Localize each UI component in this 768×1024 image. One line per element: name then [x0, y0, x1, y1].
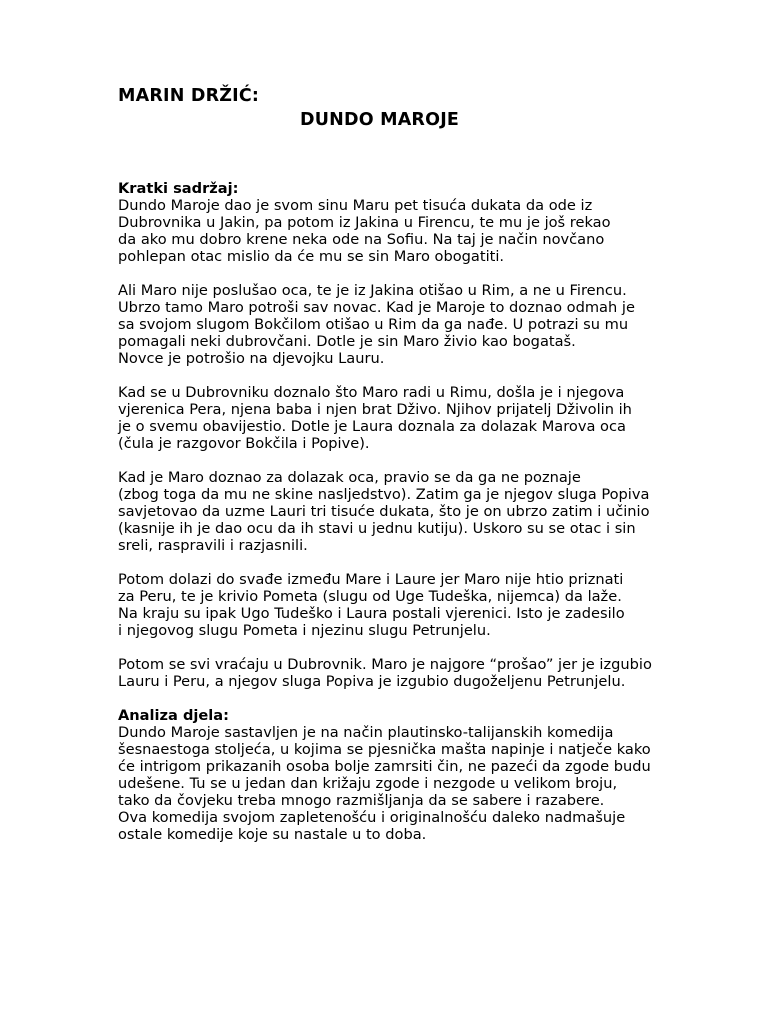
- analysis-heading: Analiza djela:: [118, 707, 229, 724]
- analysis-paragraph: [118, 724, 718, 843]
- text-line: (kasnije ih je dao ocu da ih stavi u jednu kutiju). Uskoro su se otac i sin: [118, 520, 636, 537]
- text-line: Ubrzo tamo Maro potroši sav novac. Kad je Maroje to doznao odmah je: [118, 299, 635, 316]
- text-line: Potom dolazi do svađe između Mare i Laure jer Maro nije htio priznati: [118, 571, 624, 588]
- text-line: Lauru i Peru, a njegov sluga Popiva je izgubio dugoželjenu Petrunjelu.: [118, 673, 626, 690]
- text-line: savjetovao da uzme Lauri tri tisuće dukata, što je on ubrzo zatim i učinio: [118, 503, 650, 520]
- text-line: tako da čovjeku treba mnogo razmišljanja da se sabere i razabere.: [118, 792, 605, 809]
- text-line: Dundo Maroje sastavljen je na način plautinsko-talijanskih komedija: [118, 724, 614, 741]
- text-line: za Peru, te je krivio Pometa (slugu od Uge Tudeška, nijemca) da laže.: [118, 588, 622, 605]
- text-line: će intrigom prikazanih osoba bolje zamrsiti čin, ne pazeći da zgode budu: [118, 758, 651, 775]
- text-line: da ako mu dobro krene neka ode na Sofiu. Na taj je način novčano: [118, 231, 605, 248]
- text-line: Dubrovnika u Jakin, pa potom iz Jakina u Firencu, te mu je još rekao: [118, 214, 611, 231]
- paragraph-gap: [118, 452, 718, 469]
- paragraph-gap: [118, 554, 718, 571]
- text-line: Na kraju su ipak Ugo Tudeško i Laura postali vjerenici. Isto je zadesilo: [118, 605, 625, 622]
- text-line: Kad se u Dubrovniku doznalo što Maro radi u Rimu, došla je i njegova: [118, 384, 625, 401]
- text-line: (zbog toga da mu ne skine nasljedstvo). Zatim ga je njegov sluga Popiva: [118, 486, 650, 503]
- text-line: Ali Maro nije poslušao oca, te je iz Jakina otišao u Rim, a ne u Firencu.: [118, 282, 627, 299]
- summary-paragraph-6: [118, 656, 718, 690]
- text-line: Dundo Maroje dao je svom sinu Maru pet tisuća dukata da ode iz: [118, 197, 593, 214]
- text-line: je o svemu obavijestio. Dotle je Laura doznala za dolazak Marova oca: [118, 418, 626, 435]
- summary-heading: Kratki sadržaj:: [118, 180, 239, 197]
- text-line: (čula je razgovor Bokčila i Popive).: [118, 435, 370, 452]
- text-line: sa svojom slugom Bokčilom otišao u Rim da ga nađe. U potrazi su mu: [118, 316, 629, 333]
- text-line: Novce je potrošio na djevojku Lauru.: [118, 350, 385, 367]
- text-line: Kad je Maro doznao za dolazak oca, pravio se da ga ne poznaje: [118, 469, 581, 486]
- summary-paragraph-4: [118, 469, 718, 554]
- document-title: DUNDO MAROJE: [300, 110, 460, 130]
- paragraph-gap: [118, 265, 718, 282]
- text-line: Ova komedija svojom zapletenošću i originalnošću daleko nadmašuje: [118, 809, 626, 826]
- text-line: sreli, raspravili i razjasnili.: [118, 537, 308, 554]
- text-line: Potom se svi vraćaju u Dubrovnik. Maro je najgore “prošao” jer je izgubio: [118, 656, 652, 673]
- summary-paragraph-5: [118, 571, 718, 639]
- text-line: i njegovog slugu Pometa i njezinu slugu Petrunjelu.: [118, 622, 491, 639]
- document-body: [118, 180, 718, 843]
- summary-paragraph-2: [118, 282, 718, 367]
- text-line: šesnaestoga stoljeća, u kojima se pjesnička mašta napinje i natječe kako: [118, 741, 651, 758]
- summary-paragraph-3: [118, 384, 718, 452]
- author-heading: MARIN DRŽIĆ:: [118, 86, 260, 106]
- text-line: pomagali neki dubrovčani. Dotle je sin Maro živio kao bogataš.: [118, 333, 576, 350]
- text-line: udešene. Tu se u jedan dan križaju zgode i nezgode u velikom broju,: [118, 775, 618, 792]
- text-line: ostale komedije koje su nastale u to doba.: [118, 826, 427, 843]
- text-line: pohlepan otac mislio da će mu se sin Maro obogatiti.: [118, 248, 505, 265]
- paragraph-gap: [118, 367, 718, 384]
- summary-paragraph-1: [118, 197, 718, 265]
- text-line: vjerenica Pera, njena baba i njen brat Dživo. Njihov prijatelj Dživolin ih: [118, 401, 632, 418]
- paragraph-gap: [118, 639, 718, 656]
- paragraph-gap: [118, 690, 718, 707]
